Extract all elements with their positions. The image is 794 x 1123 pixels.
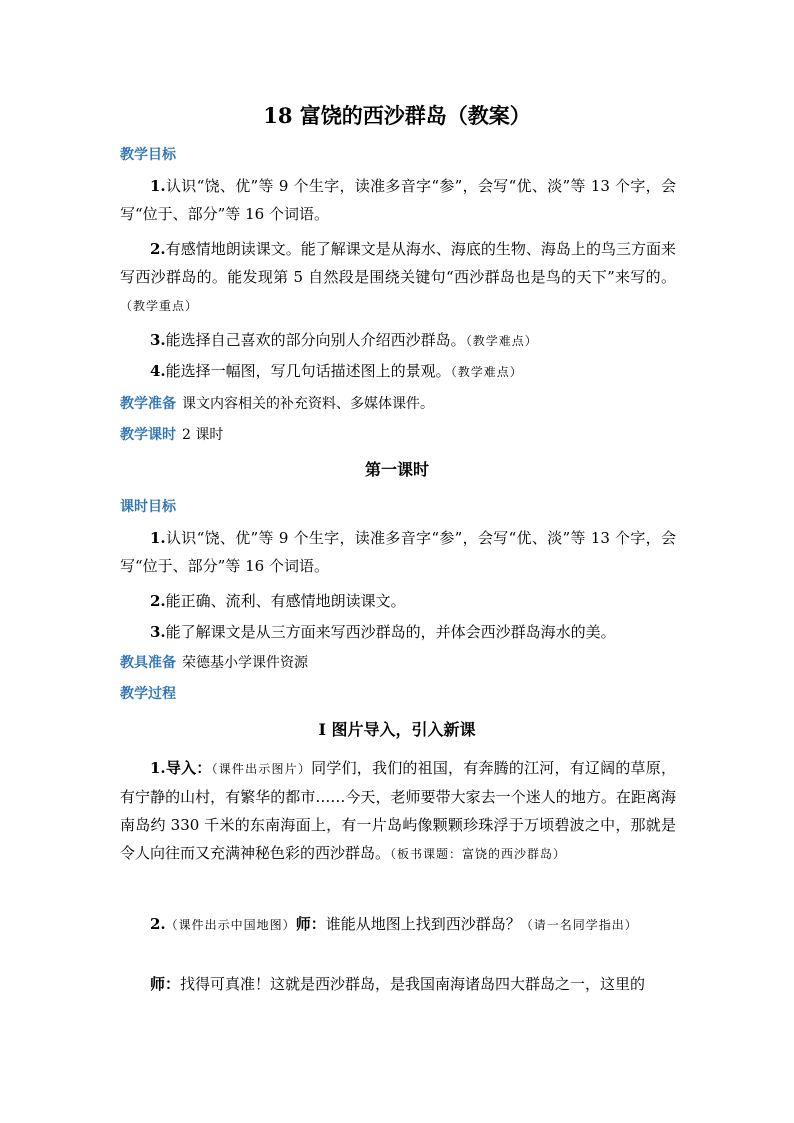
section1-title: Ⅰ 图片导入，引入新课 <box>318 720 476 739</box>
lesson-goal-2 <box>120 587 676 615</box>
step-3 <box>120 970 676 998</box>
goal-1-text: 认识“饶、优”等 9 个生字，读准多音字“参”，会写“优、淡”等 13 个字，会写“位于、部分”等 16 个词语。 <box>120 177 676 223</box>
lesson1-title: 第一课时 <box>364 460 429 479</box>
goal-4-number: 4. <box>150 362 166 380</box>
lesson-goal-3-number: 3. <box>150 623 166 641</box>
goal-3-text: 能选择自己喜欢的部分向别人介绍西沙群岛。 <box>165 331 466 349</box>
step-1-text: 同学们，我们的祖国，有奔腾的江河，有辽阔的草原，有宁静的山村，有繁华的都市……今天，老师要带大家去一个迷人的地方。在距离海南岛约 330 千米的东南海面上，有一片岛屿像颗颗珍珠浮于万顷碧波之中，那就是令人向往而又充满神秘色彩的西沙群岛。 <box>120 759 676 862</box>
step-2-speaker: 师： <box>295 915 326 933</box>
tools-row <box>120 653 308 673</box>
step-2 <box>120 910 676 939</box>
goal-3-note: （教学难点） <box>465 334 538 348</box>
goal-3 <box>120 326 676 355</box>
step-3-speaker: 师： <box>150 975 181 993</box>
lesson-goal-3 <box>120 618 676 646</box>
process-heading: 教学过程 <box>120 686 176 702</box>
prep-row <box>120 394 434 414</box>
lesson-goal-2-number: 2. <box>150 592 166 610</box>
step-1 <box>120 754 676 868</box>
goal-4 <box>120 357 676 386</box>
goal-2-text: 有感情地朗读课文。能了解课文是从海水、海底的生物、海岛上的鸟三方面来写西沙群岛的。能发现第 5 自然段是围绕关键句“西沙群岛也是鸟的天下”来写的。 <box>120 240 676 286</box>
step-1-board-note: （板书课题：富饶的西沙群岛） <box>390 847 567 861</box>
step-1-note: （课件出示图片） <box>211 762 312 776</box>
tools-value: 荣德基小学课件资源 <box>182 655 308 671</box>
step-2-number: 2. <box>150 915 166 933</box>
prep-value: 课文内容相关的补充资料、多媒体课件。 <box>182 396 434 412</box>
tools-label: 教具准备 <box>120 655 176 671</box>
goal-1-number: 1. <box>150 177 166 195</box>
goal-2-number: 2. <box>150 240 166 258</box>
hours-value: 2 课时 <box>182 427 224 443</box>
goal-2-note: （教学重点） <box>120 299 199 313</box>
goal-4-note: （教学难点） <box>450 365 523 379</box>
lesson-goal-1-text: 认识“饶、优”等 9 个生字，读准多音字“参”，会写“优、淡”等 13 个字，会写“位于、部分”等 16 个词语。 <box>120 529 676 575</box>
lesson-goal-1-number: 1. <box>150 529 166 547</box>
goal-1 <box>120 172 676 228</box>
step-2-text: 谁能从地图上找到西沙群岛？ <box>325 915 521 933</box>
step-1-label: 1.导入： <box>150 759 212 777</box>
prep-label: 教学准备 <box>120 396 176 412</box>
goals-heading: 教学目标 <box>120 147 176 163</box>
lesson-goal-2-text: 能正确、流利、有感情地朗读课文。 <box>165 592 406 610</box>
step-2-note2: （请一名同学指出） <box>520 918 638 932</box>
document-title: 18 富饶的西沙群岛（教案） <box>263 103 531 128</box>
hours-row <box>120 425 223 445</box>
goal-2 <box>120 235 676 320</box>
hours-label: 教学课时 <box>120 427 176 443</box>
step-2-note: （课件出示中国地图） <box>165 918 296 932</box>
goal-3-number: 3. <box>150 331 166 349</box>
step-3-text: 找得可真准！这就是西沙群岛，是我国南海诸岛四大群岛之一，这里的 <box>180 975 646 993</box>
lesson-goal-3-text: 能了解课文是从三方面来写西沙群岛的，并体会西沙群岛海水的美。 <box>165 623 616 641</box>
goal-4-text: 能选择一幅图，写几句话描述图上的景观。 <box>165 362 451 380</box>
lesson-goals-heading: 课时目标 <box>120 499 176 515</box>
lesson-goal-1 <box>120 524 676 580</box>
